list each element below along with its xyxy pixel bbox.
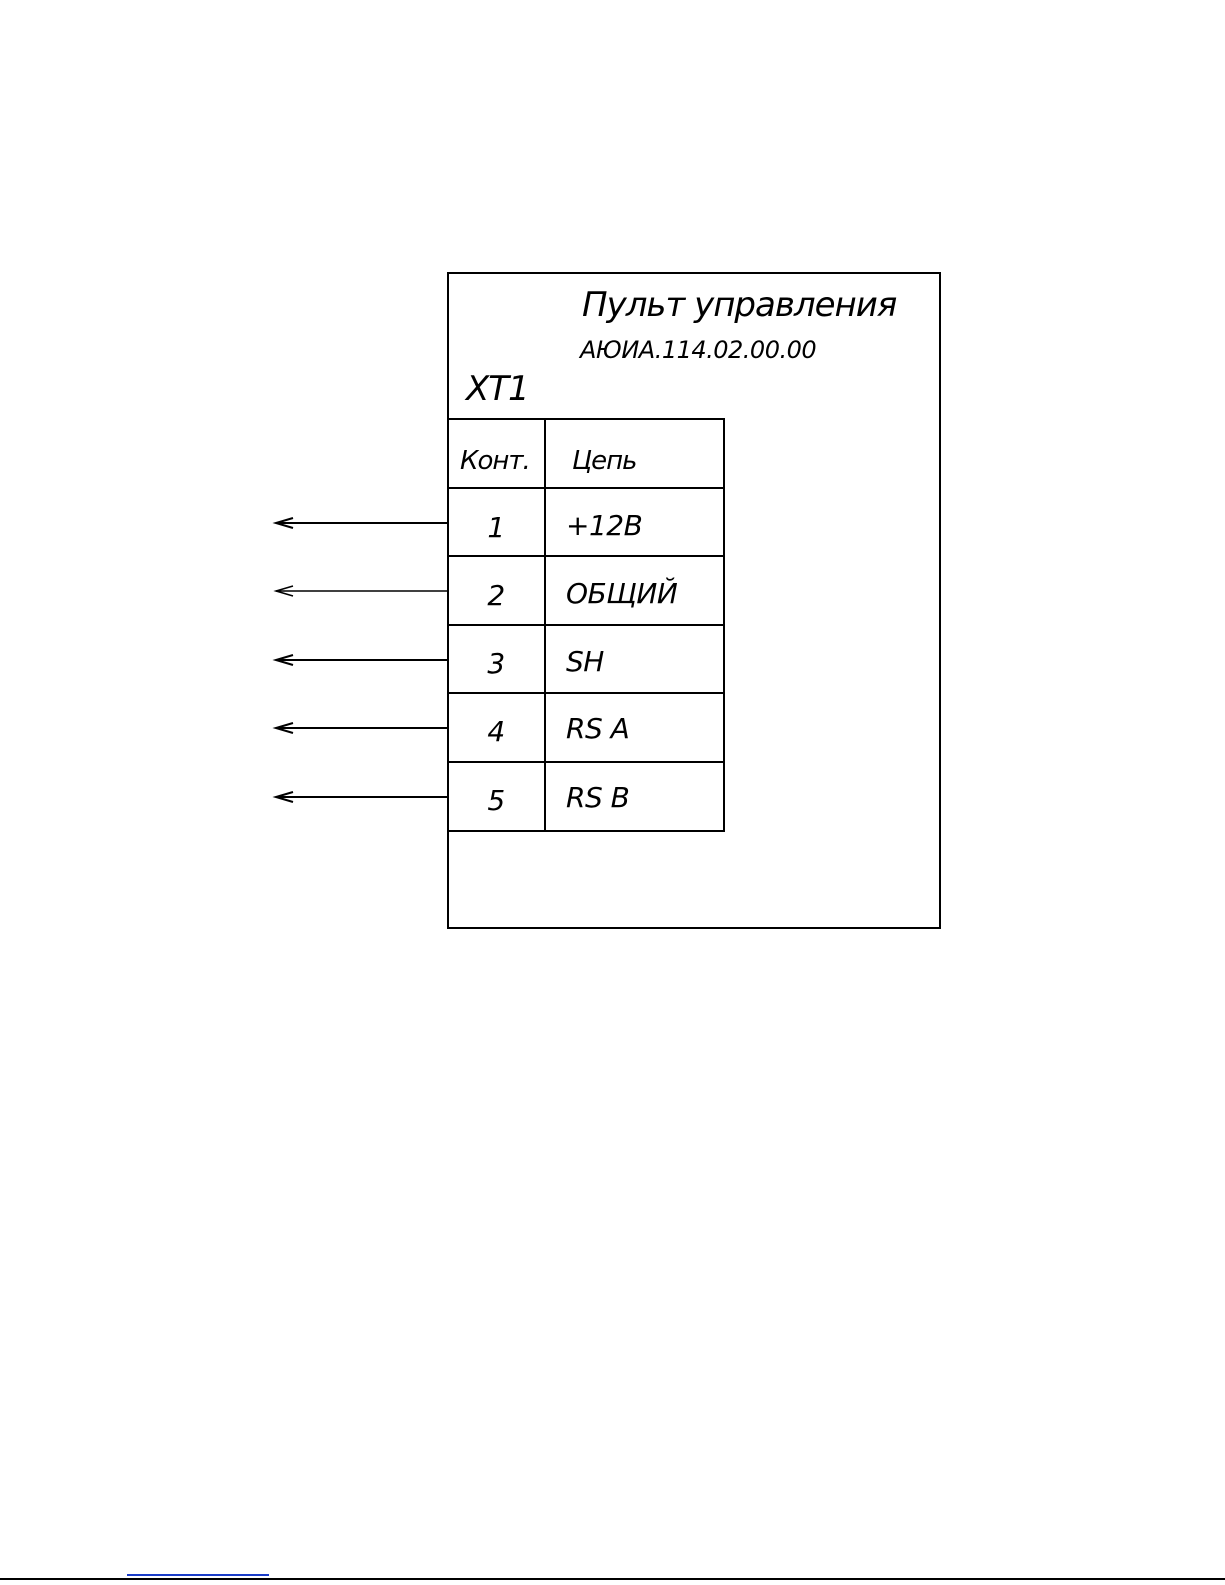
contact-5: 5: [487, 784, 505, 817]
circuit-1: +12В: [566, 509, 643, 542]
output-wires: [276, 518, 448, 802]
device-title: Пульт управления: [582, 285, 897, 325]
connector-table: [448, 419, 724, 831]
wire-3: [276, 655, 448, 665]
circuit-4: RS A: [566, 712, 630, 745]
circuit-2: ОБЩИЙ: [566, 577, 678, 610]
wire-1: [276, 518, 448, 528]
footer-rule: [0, 1578, 1225, 1580]
contact-4: 4: [487, 715, 505, 748]
header-contact: Конт.: [460, 446, 530, 476]
device-code: АЮИА.114.02.00.00: [580, 336, 817, 364]
wire-5: [276, 792, 448, 802]
wire-4: [276, 723, 448, 733]
header-circuit: Цепь: [572, 446, 637, 476]
wire-2: [276, 586, 448, 596]
contact-1: 1: [487, 511, 505, 544]
connector-name: XT1: [466, 369, 529, 409]
footer-accent-line: [127, 1574, 269, 1576]
circuit-3: SH: [566, 645, 604, 678]
circuit-5: RS B: [566, 781, 630, 814]
contact-2: 2: [487, 579, 505, 612]
contact-3: 3: [487, 647, 505, 680]
